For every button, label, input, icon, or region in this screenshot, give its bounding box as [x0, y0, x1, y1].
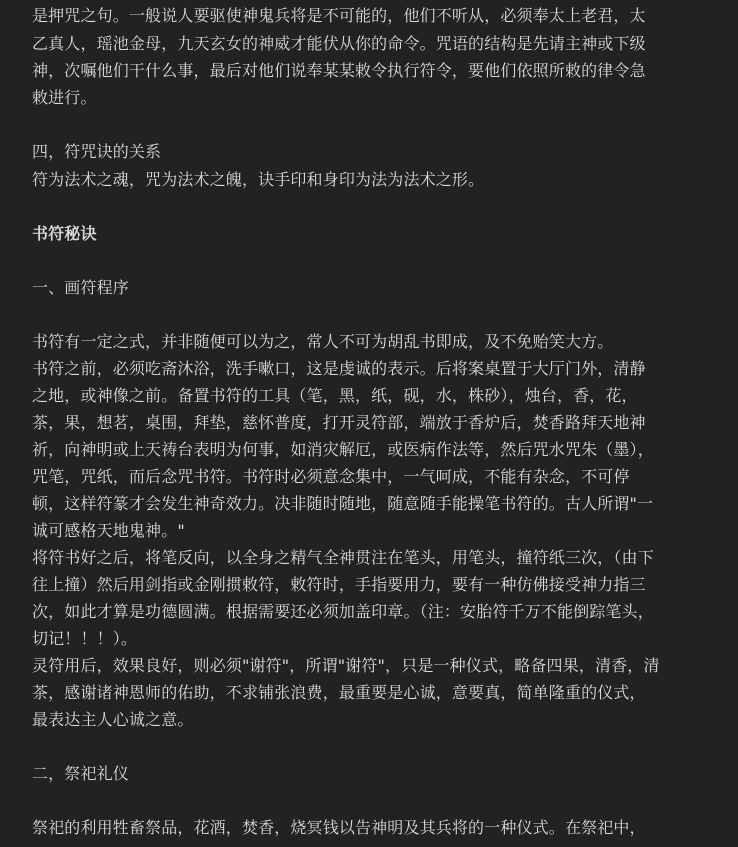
text-line: 符为法术之魂，咒为法术之魄，诀手印和身印为法为法术之形。	[32, 170, 485, 189]
chapter-title: 书符秘诀	[32, 224, 97, 243]
text-line: 神，次嘱他们干什么事，最后对他们说奉某某敕令执行符令，要他们依照所敕的律令急	[32, 61, 646, 80]
text-line: 祭祀的利用牲畜祭品，花酒，焚香，烧冥钱以告神明及其兵将的一种仪式。在祭祀中，	[32, 818, 646, 837]
text-line: 诚可感格天地鬼神。"	[32, 521, 185, 540]
text-line: 书符有一定之式，并非随便可以为之，常人不可为胡乱书即成，及不免贻笑大方。	[32, 332, 614, 351]
text-line: 书符之前，必须吃斋沐浴，洗手嗽口，这是虔诚的表示。后将案桌置于大厅门外，清静	[32, 359, 646, 378]
text-line: 将符书好之后，将笔反向，以全身之精气全神贯注在笔头，用笔头，撞符纸三次，（由下	[32, 548, 654, 567]
section-heading: 四，符咒诀的关系	[32, 142, 162, 161]
text-line: 茶，感谢诸神恩师的佑助，不求铺张浪费，最重要是心诚，意要真，简单隆重的仪式，	[32, 683, 646, 702]
text-line: 灵符用后，效果良好，则必须"谢符"，所谓"谢符"，只是一种仪式，略备四果，清香，清	[32, 656, 660, 675]
section-heading: 二，祭祀礼仪	[32, 764, 129, 783]
text-line: 切记！！！）。	[32, 629, 138, 648]
text-line: 祈，向神明或上天祷台表明为何事，如消灾解厄，或医病作法等，然后咒水咒朱（墨），	[32, 440, 654, 459]
text-line: 次，如此才算是功德圆满。根据需要还必须加盖印章。（注：安胎符千万不能倒踪笔头，	[32, 602, 654, 621]
text-line: 乙真人，瑶池金母，九天玄女的神威才能伏从你的命令。咒语的结构是先请主神或下级	[32, 34, 646, 53]
text-line: 是押咒之句。一般说人要驱使神鬼兵将是不可能的，他们不听从，必须奉太上老君，太	[32, 6, 646, 25]
section-heading: 一、画符程序	[32, 278, 129, 297]
text-line: 往上撞）然后用剑指或金刚掼敕符，敕符时，手指要用力，要有一种仿佛接受神力指三	[32, 575, 646, 594]
text-line: 敕进行。	[32, 88, 97, 107]
text-line: 之地，或神像之前。备置书符的工具（笔，黑，纸，砚，水，株砂），烛台，香，花，	[32, 386, 638, 405]
text-line: 顿，这样符篆才会发生神奇效力。决非随时随地，随意随手能操笔书符的。古人所谓"一	[32, 494, 654, 513]
text-line: 茶，果，想茗，桌围，拜垫，慈怀普度，打开灵符部，端放于香炉后，焚香路拜天地神	[32, 413, 646, 432]
text-line: 咒笔，咒纸，而后念咒书符。书符时必须意念集中，一气呵成，不能有杂念，不可停	[32, 467, 630, 486]
text-line: 最表达主人心诚之意。	[32, 710, 194, 729]
